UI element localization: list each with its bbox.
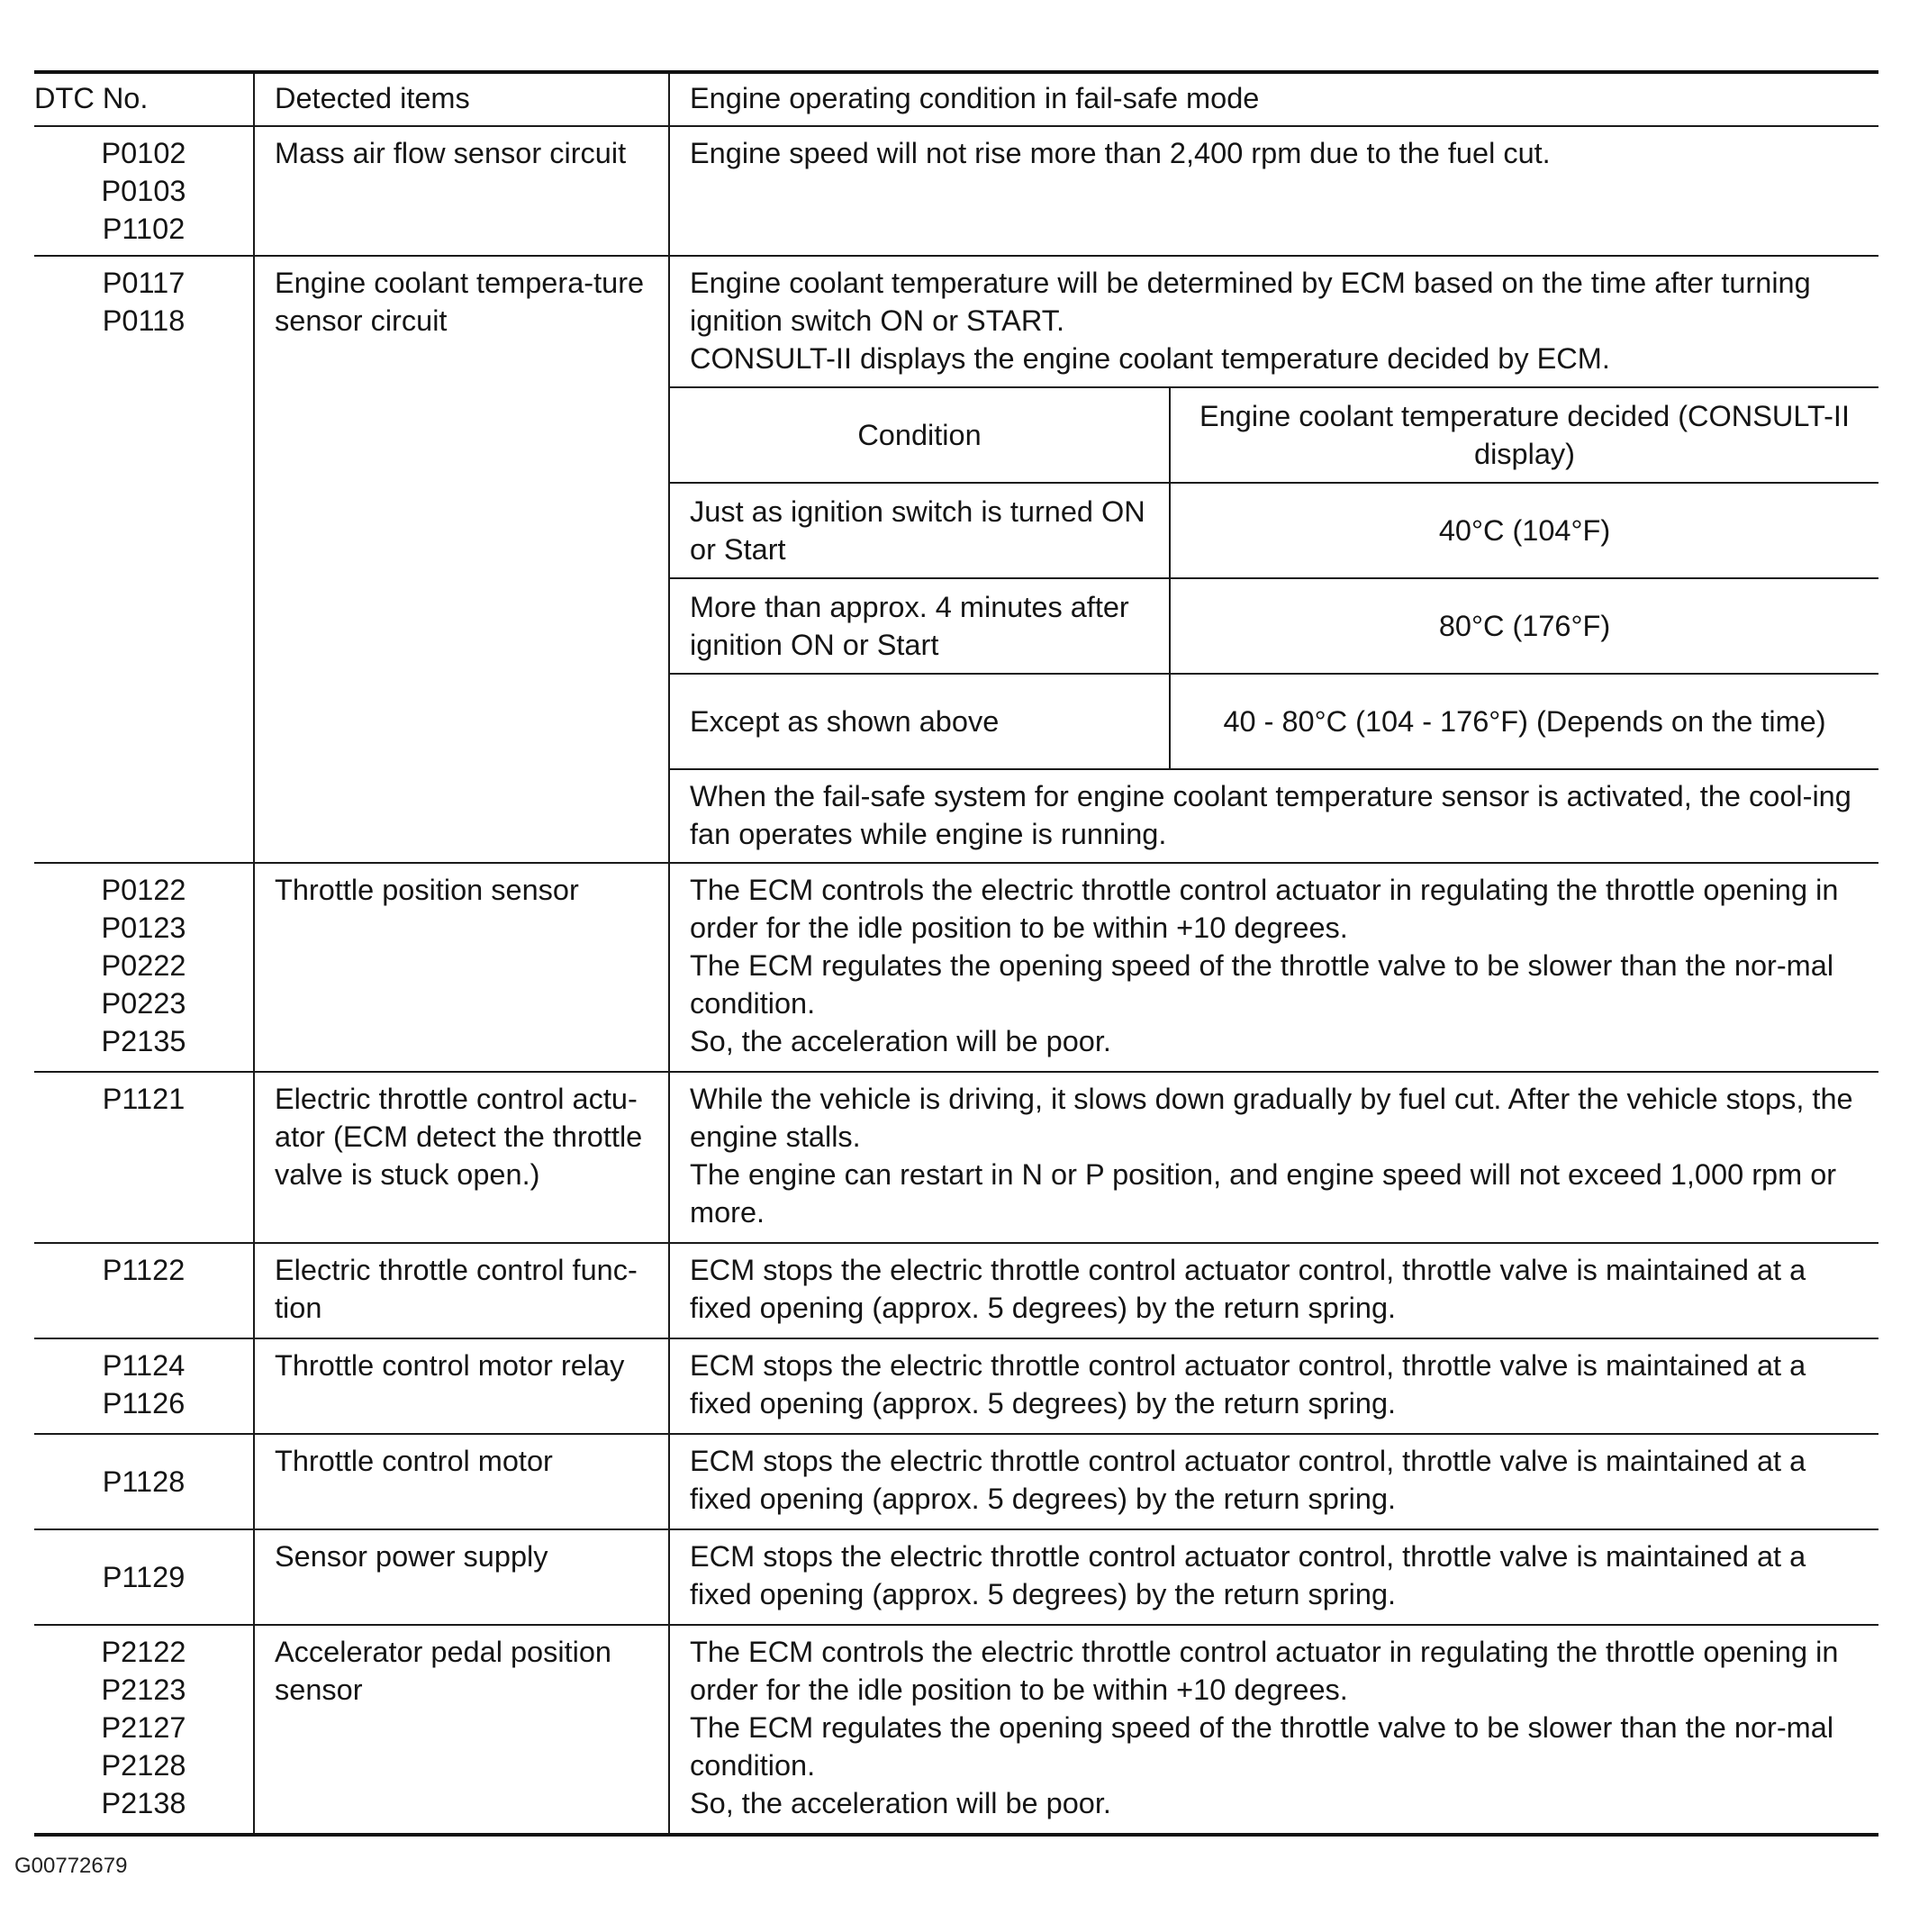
dtc-code: P0118 (102, 304, 186, 337)
table-row (34, 1072, 1878, 1243)
fail-safe-condition (669, 1338, 1878, 1434)
fail-safe-condition (669, 1434, 1878, 1529)
condition-paragraph: CONSULT-II displays the engine coolant temperature decided by ECM. (690, 342, 1610, 375)
fail-safe-condition (669, 1625, 1878, 1835)
condition-paragraph: Engine coolant temperature will be determined by ECM based on the time after turning ignition switch ON or START. (690, 267, 1811, 337)
dtc-code: P1102 (102, 213, 186, 245)
table-row (34, 1338, 1878, 1434)
dtc-codes-cell (34, 256, 254, 863)
dtc-code: P2122 (101, 1636, 186, 1668)
table-row (34, 1243, 1878, 1338)
dtc-code: P0117 (102, 267, 186, 299)
fail-safe-condition (669, 863, 1878, 1072)
dtc-code: P0123 (101, 912, 186, 944)
fail-safe-condition (669, 1529, 1878, 1625)
dtc-codes-cell (34, 863, 254, 1072)
table-row (34, 863, 1878, 1072)
subtable-condition: Just as ignition switch is turned ON or Start (670, 483, 1170, 578)
dtc-codes-cell (34, 126, 254, 256)
condition-paragraph: ECM stops the electric throttle control actuator control, throttle valve is maintained at a fixed opening (approx. 5 degrees) by the return spring. (690, 1349, 1806, 1420)
dtc-code: P2135 (101, 1025, 186, 1057)
subtable-header-temperature: Engine coolant temperature decided (CONSULT-II display) (1170, 387, 1878, 483)
detected-item: Mass air flow sensor circuit (254, 126, 669, 256)
fail-safe-table-page (34, 70, 1878, 1837)
condition-paragraph: While the vehicle is driving, it slows down gradually by fuel cut. After the vehicle stops, the engine stalls. (690, 1083, 1853, 1153)
subtable-temperature: 40°C (104°F) (1170, 483, 1878, 578)
dtc-code: P1124 (102, 1349, 186, 1382)
header-engine-condition: Engine operating condition in fail-safe mode (669, 72, 1878, 126)
condition-paragraph: ECM stops the electric throttle control actuator control, throttle valve is maintained at a fixed opening (approx. 5 degrees) by the return spring. (690, 1254, 1806, 1324)
condition-paragraph: Engine speed will not rise more than 2,400 rpm due to the fuel cut. (690, 137, 1551, 169)
subtable-row (670, 674, 1878, 768)
fail-safe-table (34, 70, 1878, 1837)
dtc-code: P0102 (101, 137, 186, 169)
dtc-codes-cell (34, 1434, 254, 1529)
header-dtc-no: DTC No. (34, 72, 254, 126)
dtc-code: P2123 (101, 1673, 186, 1706)
condition-paragraph: ECM stops the electric throttle control actuator control, throttle valve is maintained at a fixed opening (approx. 5 degrees) by the return spring. (690, 1540, 1806, 1610)
subtable-condition: More than approx. 4 minutes after ignition ON or Start (670, 578, 1170, 674)
figure-id: G00772679 (14, 1854, 128, 1878)
dtc-codes-cell (34, 1338, 254, 1434)
subtable-header-row (670, 387, 1878, 483)
condition-paragraph: The ECM regulates the opening speed of the throttle valve to be slower than the nor-mal condition. (690, 1711, 1834, 1782)
detected-item: Throttle position sensor (254, 863, 669, 1072)
dtc-code: P1121 (102, 1083, 186, 1115)
condition-paragraph: The ECM controls the electric throttle control actuator in regulating the throttle opening in order for the idle position to be within +10 degrees. (690, 1636, 1839, 1706)
condition-paragraph: The ECM regulates the opening speed of the throttle valve to be slower than the nor-mal condition. (690, 949, 1834, 1020)
dtc-code: P0122 (101, 874, 186, 906)
fail-safe-condition (669, 126, 1878, 256)
subtable-header-condition: Condition (670, 387, 1170, 483)
subtable-row (670, 578, 1878, 674)
subtable-temperature: 80°C (176°F) (1170, 578, 1878, 674)
dtc-codes-cell (34, 1625, 254, 1835)
table-row (34, 1434, 1878, 1529)
detected-item: Engine coolant tempera-ture sensor circuit (254, 256, 669, 863)
dtc-code: P1129 (102, 1561, 186, 1593)
subtable-row (670, 483, 1878, 578)
detected-item: Electric throttle control func-tion (254, 1243, 669, 1338)
dtc-code: P1126 (102, 1387, 186, 1420)
subtable-condition: Except as shown above (670, 674, 1170, 768)
detected-item: Electric throttle control actu-ator (ECM detect the throttle valve is stuck open.) (254, 1072, 669, 1243)
table-row (34, 256, 1878, 863)
condition-paragraph: So, the acceleration will be poor. (690, 1025, 1111, 1057)
cooling-fan-note: When the fail-safe system for engine coolant temperature sensor is activated, the cool-ing fan operates while engine is running. (670, 768, 1878, 862)
dtc-code: P1122 (102, 1254, 186, 1286)
condition-paragraph: The engine can restart in N or P position, and engine speed will not exceed 1,000 rpm or more. (690, 1158, 1837, 1229)
dtc-code: P0103 (101, 175, 186, 207)
table-header-row (34, 72, 1878, 126)
dtc-code: P2127 (101, 1711, 186, 1744)
dtc-codes-cell (34, 1243, 254, 1338)
table-row (34, 1625, 1878, 1835)
dtc-codes-cell (34, 1072, 254, 1243)
table-row (34, 126, 1878, 256)
detected-item: Throttle control motor relay (254, 1338, 669, 1434)
header-detected-items: Detected items (254, 72, 669, 126)
detected-item: Throttle control motor (254, 1434, 669, 1529)
condition-paragraph: ECM stops the electric throttle control actuator control, throttle valve is maintained at a fixed opening (approx. 5 degrees) by the return spring. (690, 1445, 1806, 1515)
condition-paragraph: The ECM controls the electric throttle control actuator in regulating the throttle opening in order for the idle position to be within +10 degrees. (690, 874, 1839, 944)
dtc-code: P2138 (101, 1787, 186, 1819)
subtable-temperature: 40 - 80°C (104 - 176°F) (Depends on the time) (1170, 674, 1878, 768)
condition-paragraph: So, the acceleration will be poor. (690, 1787, 1111, 1819)
dtc-codes-cell (34, 1529, 254, 1625)
fail-safe-condition (669, 1072, 1878, 1243)
table-row (34, 1529, 1878, 1625)
dtc-code: P0222 (101, 949, 186, 982)
fail-safe-condition (669, 1243, 1878, 1338)
dtc-code: P1128 (102, 1465, 186, 1498)
fail-safe-condition (669, 256, 1878, 863)
detected-item: Accelerator pedal position sensor (254, 1625, 669, 1835)
detected-item: Sensor power supply (254, 1529, 669, 1625)
dtc-code: P0223 (101, 987, 186, 1020)
coolant-temp-subtable (670, 386, 1878, 768)
dtc-code: P2128 (101, 1749, 186, 1782)
